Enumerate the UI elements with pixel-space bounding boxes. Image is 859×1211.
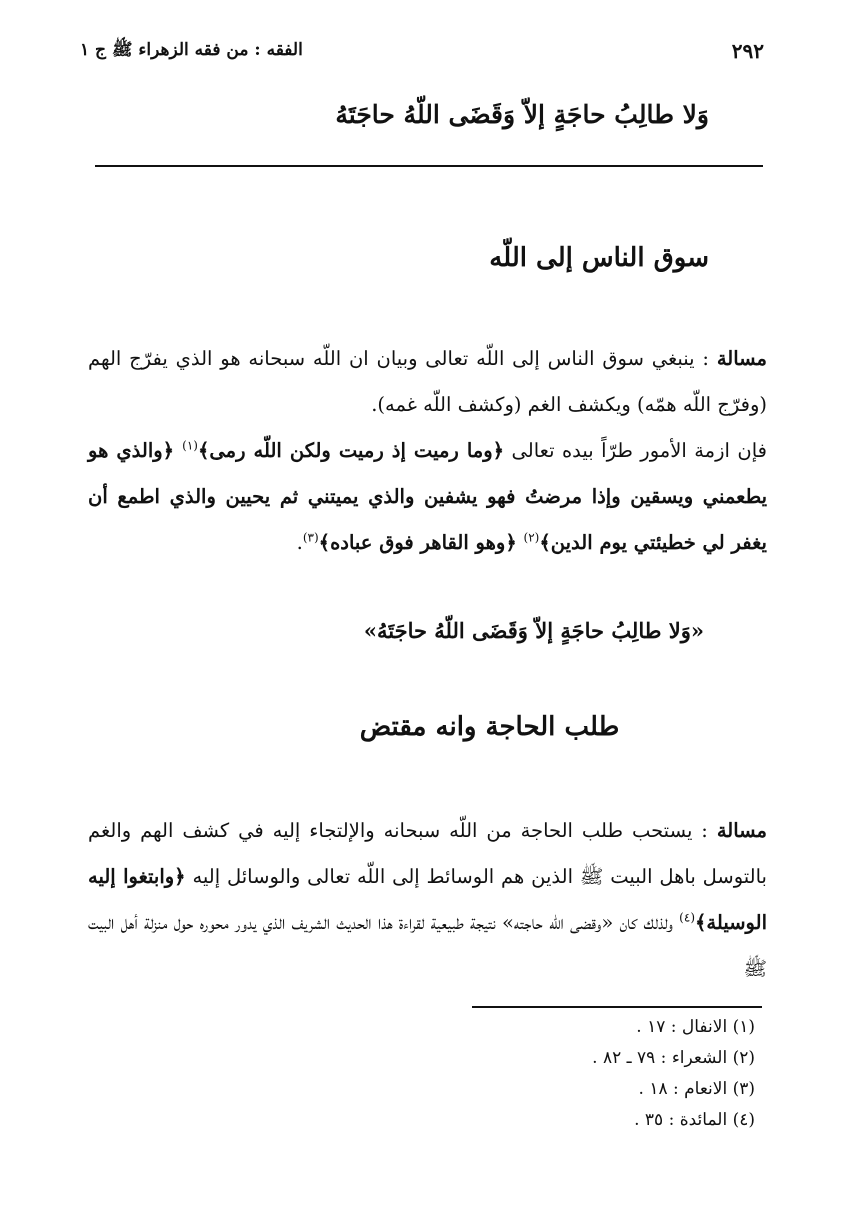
footnote-ref: (٤) (679, 910, 695, 925)
running-header (80, 36, 764, 66)
verse-quote: ﴿وابتغوا إليه الوسيلة﴾ (88, 865, 767, 934)
section-heading-1: سوق الناس إلى اللّه (489, 243, 709, 273)
footnote-ref: (٣) (302, 530, 319, 545)
paragraph-masala-2 (88, 808, 767, 992)
masala-label: مسالة (716, 819, 767, 842)
masala-text: : ينبغي سوق الناس إلى اللّه تعالى وبيان ان اللّه سبحانه هو الذي يفرّج الهم (وفرّج اللّه همّه) ويكشف الغم (وكشف اللّه غمه). (88, 347, 767, 416)
footnote-ref: (١) (182, 438, 198, 453)
paragraph-end: . (296, 531, 303, 554)
footnote-ref: (٢) (523, 530, 540, 545)
masala-label: مسالة (716, 347, 767, 370)
footnotes (355, 1012, 755, 1136)
paragraph-text: فإن ازمة الأمور طرّاً بيده تعالى (504, 439, 767, 462)
footnote-3: (٣) الانعام : ١٨ . (638, 1079, 755, 1099)
footnote-4: (٤) المائدة : ٣٥ . (634, 1110, 755, 1130)
mid-quote: «وَلا طالِبُ حاجَةٍ إلاّ وَقَضَى اللّهُ حاجَتَهُ» (363, 618, 704, 643)
footnote-divider (472, 1006, 762, 1008)
footnote-1: (١) الانفال : ١٧ . (636, 1017, 755, 1037)
top-quote: وَلا طالِبُ حاجَةٍ إلاّ وَقَضَى اللّهُ حاجَتَهُ (335, 100, 709, 129)
footnote-2: (٢) الشعراء : ٧٩ ـ ٨٢ . (592, 1048, 755, 1068)
verse-quote: ﴿وما رميت إذ رميت ولكن اللّه رمى﴾ (197, 439, 505, 462)
paragraph-text: ولذلك كان «وقضى اللّه حاجته» نتيجة طبيعية لقراءة هذا الحديث الشريف الذي يدور محوره حول منزلة أهل البيت ﷺ (88, 911, 767, 980)
paragraph-verses (88, 428, 767, 566)
header-title: الفقه : من فقه الزهراء ﷺ ج ١ (80, 39, 303, 60)
page-number: ٢٩٢ (731, 39, 764, 63)
paragraph-masala-1 (88, 336, 767, 428)
verse-quote: ﴿وهو القاهر فوق عباده﴾ (318, 531, 524, 554)
section-heading-2: طلب الحاجة وانه مقتض (359, 712, 620, 742)
header-divider (95, 165, 763, 167)
section-heading-2-wrap (0, 712, 859, 742)
paragraph-text: : يستحب طلب الحاجة من اللّه سبحانه والإلتجاء إليه في كشف الهم والغم بالتوسل باهل البيت ﷺ الذين هم الوسائط إلى اللّه تعالى والوسائل إليه (88, 819, 767, 888)
verse-quote: ﴿والذي هو يطعمني ويسقين وإذا مرضتُ فهو يشفين والذي يميتني ثم يحيين والذي اطمع أن يغفر لي خطيئتي يوم الدين﴾ (88, 439, 767, 554)
